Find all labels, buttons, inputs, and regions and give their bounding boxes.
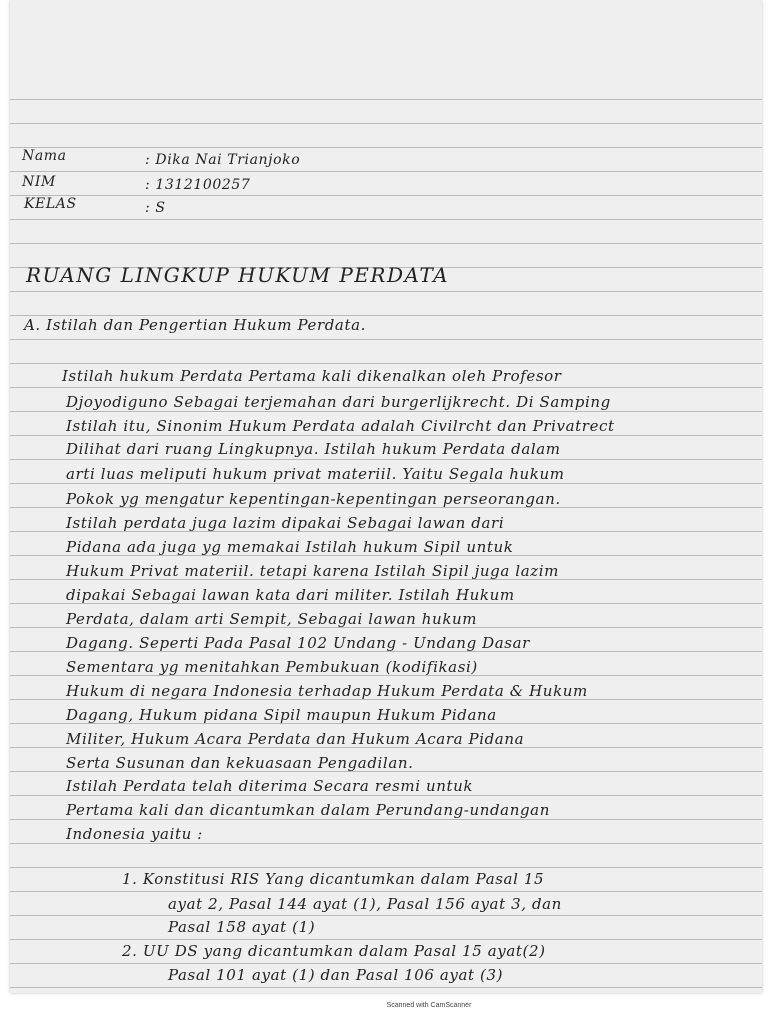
paragraph-line: Istilah hukum Perdata Pertama kali dikenalkan oleh Profesor (62, 367, 562, 385)
list-item: Pasal 158 ayat (1) (168, 918, 316, 936)
paragraph-line: Dilihat dari ruang Lingkupnya. Istilah hukum Perdata dalam (66, 440, 561, 458)
nim-label: NIM (22, 174, 56, 190)
paragraph-line: Pidana ada juga yg memakai Istilah hukum Sipil untuk (66, 538, 514, 556)
nama-label: Nama (22, 148, 67, 164)
paragraph-line: Perdata, dalam arti Sempit, Sebagai lawan hukum (66, 610, 478, 628)
paragraph-line: Istilah itu, Sinonim Hukum Perdata adalah Civilrcht dan Privatrect (66, 417, 615, 435)
paragraph-line: Djoyodiguno Sebagai terjemahan dari burgerlijkrecht. Di Samping (66, 393, 611, 411)
kelas-value: : S (145, 200, 166, 216)
paragraph-line: Hukum di negara Indonesia terhadap Hukum Perdata & Hukum (66, 682, 588, 700)
paragraph-line: Indonesia yaitu : (66, 825, 203, 843)
paragraph-line: Sementara yg menitahkan Pembukuan (kodifikasi) (66, 658, 478, 676)
paragraph-line: Serta Susunan dan kekuasaan Pengadilan. (66, 754, 414, 772)
page-title: RUANG LINGKUP HUKUM PERDATA (26, 263, 450, 287)
paragraph-line: Dagang. Seperti Pada Pasal 102 Undang - Undang Dasar (66, 634, 530, 652)
paragraph-line: Militer, Hukum Acara Perdata dan Hukum Acara Pidana (66, 730, 525, 748)
paragraph-line: Pertama kali dan dicantumkan dalam Perundang-undangan (66, 801, 550, 819)
list-item: Pasal 101 ayat (1) dan Pasal 106 ayat (3) (168, 966, 504, 984)
nama-value: : Dika Nai Trianjoko (145, 152, 301, 168)
paragraph-line: Pokok yg mengatur kepentingan-kepentingan perseorangan. (66, 490, 561, 508)
list-item: 1. Konstitusi RIS Yang dicantumkan dalam Pasal 15 (122, 870, 545, 888)
list-item: ayat 2, Pasal 144 ayat (1), Pasal 156 ayat 3, dan (168, 895, 562, 913)
section-heading: A. Istilah dan Pengertian Hukum Perdata. (24, 316, 366, 334)
paragraph-line: Hukum Privat materiil. tetapi karena Istilah Sipil juga lazim (66, 562, 559, 580)
notebook-page (10, 0, 762, 993)
paragraph-line: Istilah perdata juga lazim dipakai Sebagai lawan dari (66, 514, 505, 532)
paragraph-line: Istilah Perdata telah diterima Secara resmi untuk (66, 777, 474, 795)
list-item: 2. UU DS yang dicantumkan dalam Pasal 15 ayat(2) (122, 942, 546, 960)
scanner-watermark: Scanned with CamScanner (386, 1002, 472, 1009)
paragraph-line: arti luas meliputi hukum privat materiil. Yaitu Segala hukum (66, 465, 565, 483)
paragraph-line: Dagang, Hukum pidana Sipil maupun Hukum Pidana (66, 706, 497, 724)
paragraph-line: dipakai Sebagai lawan kata dari militer. Istilah Hukum (66, 586, 515, 604)
kelas-label: KELAS (24, 196, 77, 212)
nim-value: : 1312100257 (145, 177, 251, 193)
